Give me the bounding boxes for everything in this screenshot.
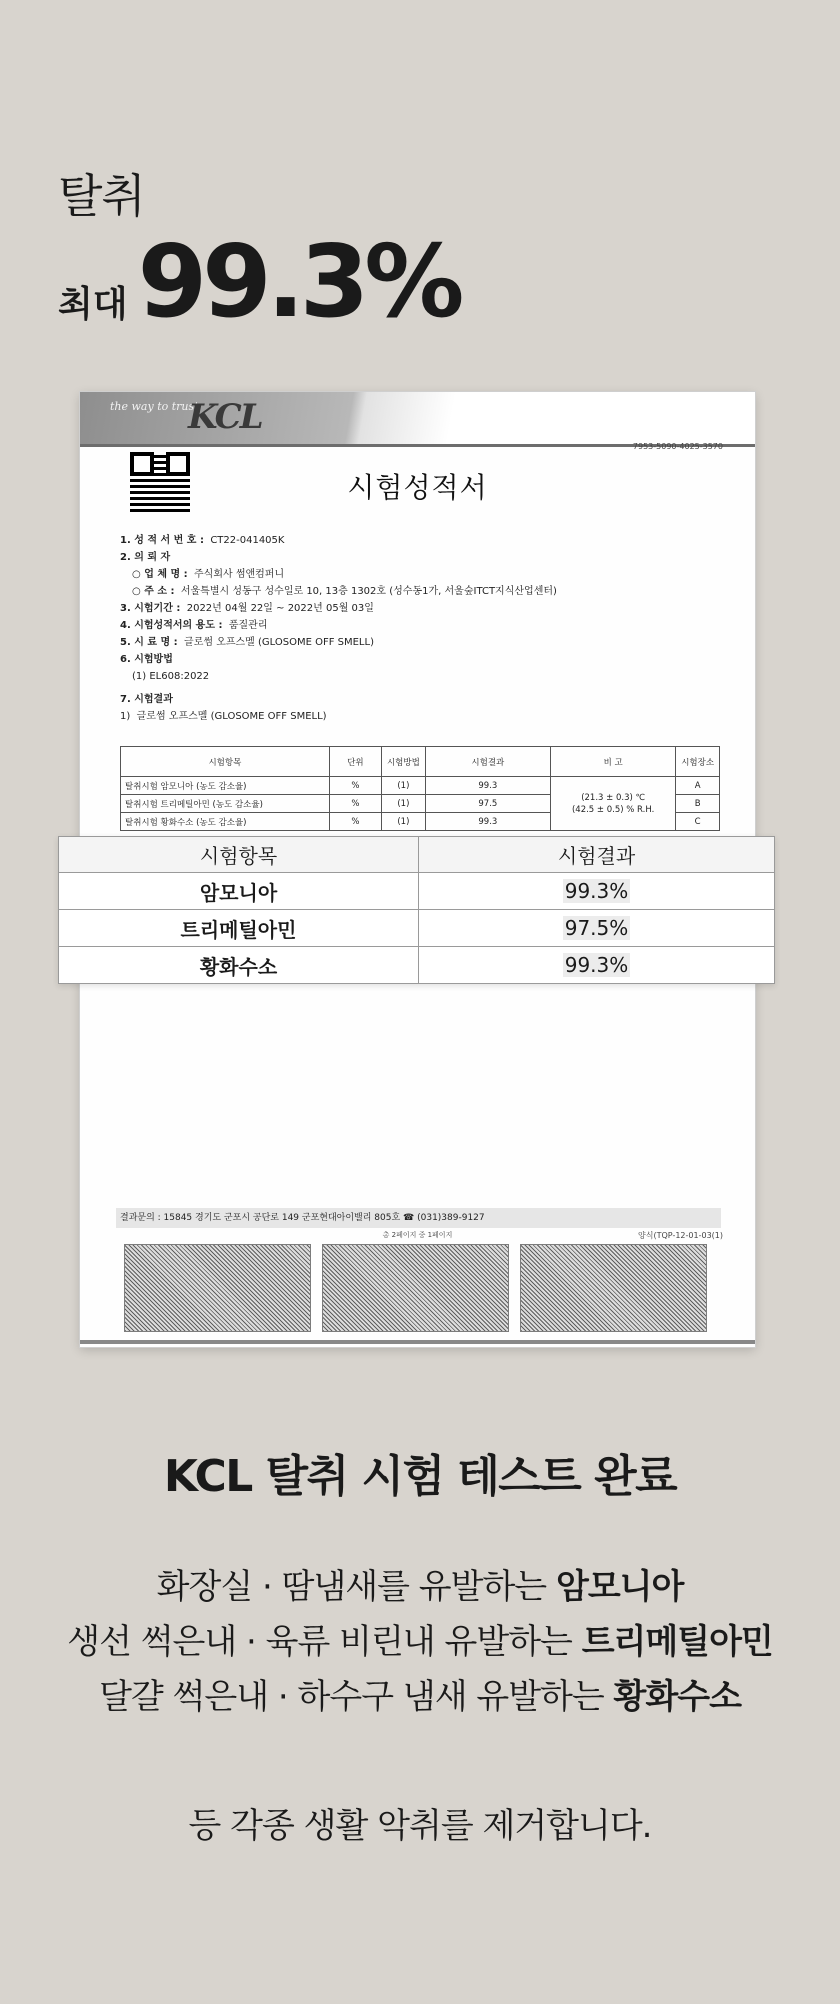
hero-title: 탈취 — [58, 169, 145, 223]
result-item: 황화수소 — [59, 947, 419, 984]
doc-field: 6. 시험방법 — [120, 654, 173, 665]
security-pattern-icon — [520, 1244, 707, 1332]
doc-col-header: 단위 — [329, 747, 381, 777]
hero-stat-prefix: 최대 — [58, 284, 128, 325]
result-item: 암모니아 — [59, 873, 419, 910]
description — [0, 1560, 840, 1725]
doc-field: 5. 시 료 명 : 글로썸 오프스멜 (GLOSOME OFF SMELL) — [120, 637, 374, 648]
doc-fields — [120, 532, 720, 725]
hero-stat — [58, 223, 460, 340]
doc-field: 7. 시험결과 — [120, 694, 173, 705]
doc-remark-temp: (21.3 ± 0.3) ℃ — [581, 792, 646, 803]
doc-field: 1. 성 적 서 번 호 : CT22-041405K — [120, 535, 285, 546]
doc-field: 2. 의 뢰 자 — [120, 552, 171, 563]
closing-text: 등 각종 생활 악취를 제거합니다. — [188, 1806, 652, 1846]
doc-remark-humidity: (42.5 ± 0.5) % R.H. — [571, 804, 655, 815]
doc-field: 4. 시험성적서의 용도 : 품질관리 — [120, 620, 268, 631]
doc-col-header: 시험장소 — [676, 747, 720, 777]
result-value: 97.5% — [419, 910, 775, 947]
doc-table-row: 탈취시험 암모니아 (농도 감소율) % (1) 99.3 (21.3 ± 0.3) ℃ (42.5 ± 0.5) % R.H. A — [121, 777, 720, 795]
table-row — [59, 873, 775, 910]
results-summary-table — [58, 836, 775, 984]
doc-field: 1) 글로썸 오프스멜 (GLOSOME OFF SMELL) — [120, 711, 327, 722]
doc-col-header: 시험결과 — [425, 747, 550, 777]
doc-results-table — [120, 746, 720, 831]
doc-col-header: 시험방법 — [382, 747, 426, 777]
doc-field: 3. 시험기간 : 2022년 04월 22일 ~ 2022년 05월 03일 — [120, 603, 374, 614]
security-pattern-icon — [124, 1244, 311, 1332]
description-line: 생선 썩은내 · 육류 비린내 유발하는 트리메틸아민 — [67, 1622, 773, 1662]
doc-table-row: 탈취시험 황화수소 (농도 감소율) % (1) 99.3 C — [121, 813, 720, 831]
doc-contact-footer: 결과문의 : 15845 경기도 군포시 공단로 149 군포현대아이밸리 805호 ☎ (031)389-9127 — [116, 1208, 721, 1228]
security-pattern-icon — [322, 1244, 509, 1332]
hero-stat-value: 99.3% — [137, 223, 460, 340]
doc-tagline: the way to trust — [110, 400, 199, 413]
doc-col-header: 시험항목 — [121, 747, 330, 777]
doc-page-indicator: 총 2페이지 중 1페이지 — [382, 1231, 453, 1239]
result-value: 99.3% — [419, 873, 775, 910]
doc-field: (1) EL608:2022 — [132, 671, 210, 682]
description-line: 화장실 · 땀냄새를 유발하는 암모니아 — [156, 1567, 684, 1607]
doc-title: 시험성적서 — [347, 471, 488, 504]
results-header-item: 시험항목 — [59, 837, 419, 873]
doc-serial-number: 7953-5090-4025-3570 — [632, 442, 723, 451]
doc-field: ○ 업 체 명 : 주식회사 썸앤컴퍼니 — [132, 569, 285, 580]
doc-table-row: 탈취시험 트리메틸아민 (농도 감소율) % (1) 97.5 B — [121, 795, 720, 813]
table-row — [59, 910, 775, 947]
description-line: 달걀 썩은내 · 하수구 냄새 유발하는 황화수소 — [99, 1677, 741, 1717]
table-row — [59, 947, 775, 984]
doc-field: ○ 주 소 : 서울특별시 성동구 성수일로 10, 13층 1302호 (성수동1가, 서울숲ITCT지식산업센터) — [132, 586, 557, 597]
doc-bottom-border — [80, 1340, 755, 1344]
kcl-logo: KCL — [188, 397, 262, 437]
result-value: 99.3% — [419, 947, 775, 984]
section-title: KCL 탈취 시험 테스트 완료 — [163, 1451, 677, 1502]
result-item: 트리메틸아민 — [59, 910, 419, 947]
doc-col-header: 비 고 — [551, 747, 676, 777]
doc-form-code: 양식(TQP-12-01-03(1) — [638, 1231, 723, 1240]
results-header-result: 시험결과 — [419, 837, 775, 873]
